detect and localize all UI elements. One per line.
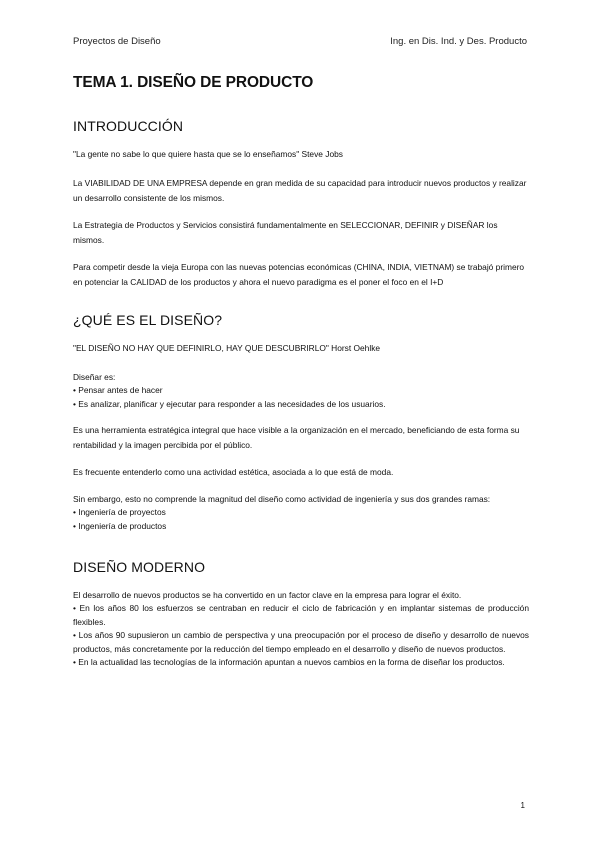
diseno-ramas-block (73, 492, 529, 533)
moderno-lead: El desarrollo de nuevos productos se ha convertido en un factor clave en la empresa para lograr el éxito. (73, 590, 462, 600)
diseno-list-title: Diseñar es: (73, 372, 116, 382)
list-item: • Ingeniería de proyectos (73, 507, 166, 517)
diseno-list-block (73, 370, 529, 411)
document-title: TEMA 1. DISEÑO DE PRODUCTO (73, 74, 314, 91)
ramas-list (73, 506, 529, 533)
section-heading-diseno-moderno: DISEÑO MODERNO (73, 559, 206, 575)
list-item: • Los años 90 supusieron un cambio de perspectiva y una preocupación por el proceso de diseño y desarrollo de nuevos productos, más concretamente por la reducción del tiempo empleado en el desarrollo y diseño de nuevos productos. (73, 630, 529, 654)
document-body (73, 74, 529, 670)
section-heading-introduccion: INTRODUCCIÓN (73, 118, 184, 134)
list-item: • En los años 80 los esfuerzos se centraban en reducir el ciclo de fabricación y en implantar sistemas de producción flexibles. (73, 603, 529, 627)
intro-paragraph-2: La Estrategia de Productos y Servicios consistirá fundamentalmente en SELECCIONAR, DEFINIR y DISEÑAR los mismos. (73, 220, 498, 245)
list-item: • Pensar antes de hacer (73, 385, 163, 395)
intro-paragraph-3: Para competir desde la vieja Europa con las nuevas potencias económicas (CHINA, INDIA, VIETNAM) se trabajó primero en potenciar la CALIDAD de los productos y ahora el nuevo paradigma es el poner el foco en el I+D (73, 262, 525, 287)
section-heading-que-es-diseno: ¿QUÉ ES EL DISEÑO? (73, 312, 223, 328)
diseno-paragraph-2: Es frecuente entenderlo como una actividad estética, asociada a lo que está de moda. (73, 467, 394, 477)
diseno-list (73, 384, 529, 411)
intro-quote: "La gente no sabe lo que quiere hasta que se lo enseñamos" Steve Jobs (73, 149, 343, 159)
list-item: • En la actualidad las tecnologías de la información apuntan a nuevos cambios en la forma de diseñar los productos. (73, 657, 505, 667)
diseno-paragraph-3: Sin embargo, esto no comprende la magnitud del diseño como actividad de ingeniería y sus dos grandes ramas: (73, 494, 491, 504)
diseno-paragraph-1: Es una herramienta estratégica integral que hace visible a la organización en el mercado, beneficiando de esta forma su rentabilidad y la imagen percibida por el público. (73, 425, 520, 450)
moderno-list (73, 602, 529, 670)
page-number: 1 (520, 801, 525, 810)
header-degree: Ing. en Dis. Ind. y Des. Producto (390, 36, 527, 47)
diseno-quote: "EL DISEÑO NO HAY QUE DEFINIRLO, HAY QUE DESCUBRIRLO" Horst Oehlke (73, 343, 381, 353)
list-item: • Ingeniería de productos (73, 520, 167, 531)
moderno-body (73, 588, 529, 670)
list-item: • Es analizar, planificar y ejecutar para responder a las necesidades de los usuarios. (73, 398, 386, 409)
header-course-title: Proyectos de Diseño (73, 36, 161, 47)
intro-paragraph-1: La VIABILIDAD DE UNA EMPRESA depende en gran medida de su capacidad para introducir nuevos productos y realizar un desarrollo consistente de los mismos. (73, 178, 527, 203)
